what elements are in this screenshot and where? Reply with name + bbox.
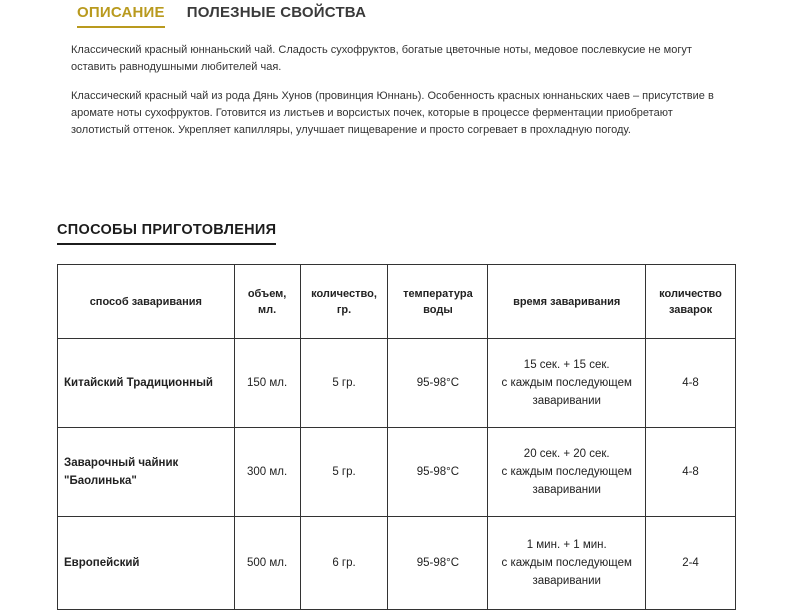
- time-note: с каждым последующем заваривании: [501, 466, 632, 496]
- tab-bar: [77, 0, 366, 28]
- time-base: 15 сек. + 15 сек.: [523, 359, 610, 371]
- cell-volume: 300 мл.: [234, 428, 300, 517]
- cell-brews: 4-8: [646, 339, 736, 428]
- header-amount: количество, гр.: [300, 265, 388, 339]
- cell-method: Китайский Традиционный: [58, 339, 235, 428]
- cell-brews: 4-8: [646, 428, 736, 517]
- table-row: [58, 428, 736, 517]
- cell-amount: 6 гр.: [300, 517, 388, 610]
- cell-temperature: 95-98°C: [388, 428, 488, 517]
- cell-time: [488, 428, 646, 517]
- time-base: 20 сек. + 20 сек.: [523, 448, 610, 460]
- cell-volume: 500 мл.: [234, 517, 300, 610]
- tab-useful-properties[interactable]: ПОЛЕЗНЫЕ СВОЙСТВА: [186, 4, 367, 21]
- header-brews: количество заварок: [646, 265, 736, 339]
- cell-method: Европейский: [58, 517, 235, 610]
- header-time: время заваривания: [488, 265, 646, 339]
- cell-volume: 150 мл.: [234, 339, 300, 428]
- description-paragraph-1: Классический красный юннаньский чай. Сладость сухофруктов, богатые цветочные ноты, медовое послевкусие не могут оставить равнодушными любителей чая.: [71, 44, 692, 73]
- cell-time: [488, 339, 646, 428]
- description-panel: [71, 42, 731, 151]
- description-paragraph-2: Классический красный чай из рода Дянь Хунов (провинция Юннань). Особенность красных юннаньских чаев – присутствие в аромате ноты сухофруктов. Готовится из листьев и ворсистых почек, которые в процессе ферментации приобретают золотистый оттенок. Укрепляет капилляры, улучшает пищеварение и просто согревает в прохладную погоду.: [71, 90, 714, 136]
- cell-temperature: 95-98°C: [388, 339, 488, 428]
- time-note: с каждым последующем заваривании: [501, 377, 632, 407]
- table-row: [58, 339, 736, 428]
- header-method: способ заваривания: [58, 265, 235, 339]
- time-note: с каждым последующем заваривании: [501, 557, 632, 587]
- cell-method: Заварочный чайник "Баолинька": [58, 428, 235, 517]
- brewing-methods-title: СПОСОБЫ ПРИГОТОВЛЕНИЯ: [57, 222, 276, 245]
- cell-temperature: 95-98°C: [388, 517, 488, 610]
- table-header-row: [58, 265, 736, 339]
- time-base: 1 мин. + 1 мин.: [526, 539, 607, 551]
- table-row: [58, 517, 736, 610]
- tab-description[interactable]: ОПИСАНИЕ: [77, 0, 165, 28]
- cell-amount: 5 гр.: [300, 428, 388, 517]
- header-temperature: температура воды: [388, 265, 488, 339]
- cell-brews: 2-4: [646, 517, 736, 610]
- cell-amount: 5 гр.: [300, 339, 388, 428]
- cell-time: [488, 517, 646, 610]
- header-volume: объем, мл.: [234, 265, 300, 339]
- brewing-table: [57, 264, 736, 610]
